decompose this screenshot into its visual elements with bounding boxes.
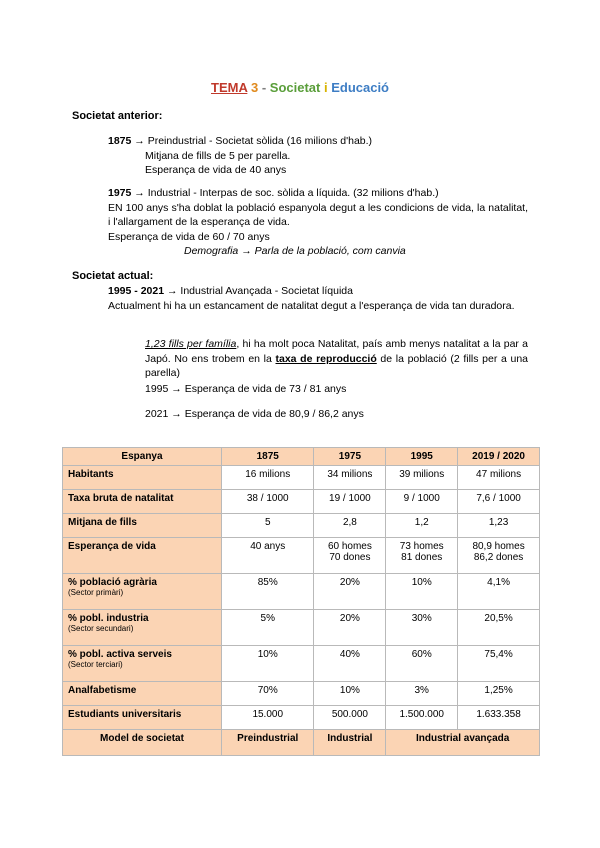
block-1995: [108, 284, 528, 313]
cell: 85%: [222, 574, 314, 610]
label-sub: (Sector terciari): [68, 660, 123, 669]
cell: 40%: [314, 646, 386, 682]
paragraph-1995: Actualment hi ha un estancament de natalitat degut a l'esperança de vida tan duradora.: [108, 299, 515, 312]
esperanca-2021: 2021 → Esperança de vida de 80,9 / 86,2 anys: [145, 408, 364, 420]
cell: 7,6 / 1000: [458, 490, 540, 514]
table-row: [63, 646, 540, 682]
cell-line: 60 homes: [327, 541, 372, 552]
title-educacio: Educació: [331, 80, 389, 95]
cell: 9 / 1000: [386, 490, 458, 514]
row-label: Mitjana de fills: [63, 514, 222, 538]
row-label: [63, 574, 222, 610]
cell: 60%: [386, 646, 458, 682]
header-2019-2020: 2019 / 2020: [458, 448, 540, 466]
fills-per-familia: 1,23 fills per família: [145, 338, 237, 350]
text-1875: → Preindustrial - Societat sòlida (16 milions d'hab.): [131, 135, 373, 147]
row-label: Habitants: [63, 466, 222, 490]
table-footer-row: [63, 730, 540, 756]
esperanca-1875: Esperança de vida de 40 anys: [145, 164, 287, 176]
cell: 5: [222, 514, 314, 538]
block-1875: [108, 134, 528, 178]
table-row: [63, 682, 540, 706]
section-anterior: Societat anterior:: [72, 110, 163, 122]
section-actual: Societat actual:: [72, 270, 154, 282]
row-label: [63, 610, 222, 646]
table-row: [63, 538, 540, 574]
cell: 10%: [314, 682, 386, 706]
row-label: Analfabetisme: [63, 682, 222, 706]
cell: 3%: [386, 682, 458, 706]
cell: 34 milions: [314, 466, 386, 490]
header-1995: 1995: [386, 448, 458, 466]
cell: 16 milions: [222, 466, 314, 490]
table-row: [63, 514, 540, 538]
label-sub: (Sector secundari): [68, 624, 134, 633]
taxa-reproduccio: taxa de reproducció: [275, 352, 377, 365]
cell: 15.000: [222, 706, 314, 730]
cell: 70%: [222, 682, 314, 706]
cell-line: 80,9 homes: [472, 541, 525, 552]
data-table: [62, 447, 540, 756]
esperanca-1975: Esperança de vida de 60 / 70 anys: [108, 230, 270, 243]
cell: [314, 538, 386, 574]
text-1975: → Industrial - Interpas de soc. sòlida a líquida. (32 milions d'hab.): [131, 187, 439, 199]
footer-industrial: Industrial: [314, 730, 386, 756]
cell: 10%: [222, 646, 314, 682]
years-1995-2021: 1995 - 2021: [108, 285, 165, 297]
detail-text-1: , hi ha molt poca Natalitat, país amb menys natalitat a la par a Japó. No ens trobem en la: [145, 338, 528, 365]
table-row: [63, 610, 540, 646]
title-societat: Societat: [269, 80, 321, 95]
table-row: [63, 466, 540, 490]
cell: [386, 538, 458, 574]
year-1875: 1875: [108, 135, 132, 147]
table-row: [63, 490, 540, 514]
cell: 1,2: [386, 514, 458, 538]
title-i: i: [320, 80, 332, 95]
table-row: [63, 574, 540, 610]
detail-natalitat: [145, 337, 528, 381]
table-header-row: [63, 448, 540, 466]
cell: 5%: [222, 610, 314, 646]
cell: 20%: [314, 610, 386, 646]
cell: 75,4%: [458, 646, 540, 682]
label-text: % pobl. activa serveis: [68, 649, 172, 660]
cell: 4,1%: [458, 574, 540, 610]
label-text: % població agrària: [68, 577, 157, 588]
year-1975: 1975: [108, 187, 132, 199]
detail-text-2: de la població (2 fills per a una parella): [145, 352, 529, 379]
demografia-note: Demografia → Parla de la població, com canvia: [184, 245, 406, 257]
label-sub: (Sector primàri): [68, 588, 124, 597]
esperanca-1995: 1995 → Esperança de vida de 73 / 81 anys: [145, 383, 347, 395]
footer-preindustrial: Preindustrial: [222, 730, 314, 756]
cell-line: 73 homes: [399, 541, 444, 552]
title-tema: TEMA: [211, 80, 248, 95]
row-label: Esperança de vida: [63, 538, 222, 574]
row-label: Estudiants universitaris: [63, 706, 222, 730]
cell: 10%: [386, 574, 458, 610]
line-1875: [108, 134, 528, 149]
row-label: [63, 646, 222, 682]
table-row: [63, 706, 540, 730]
cell-line: 40 anys: [250, 541, 286, 552]
cell: 30%: [386, 610, 458, 646]
cell: 1.633.358: [458, 706, 540, 730]
cell: 1,23: [458, 514, 540, 538]
line-1995: [108, 284, 528, 299]
cell: 1,25%: [458, 682, 540, 706]
cell: 20%: [314, 574, 386, 610]
text-1995: → Industrial Avançada - Societat líquida: [164, 285, 353, 297]
cell: 1.500.000: [386, 706, 458, 730]
paragraph-1975: EN 100 anys s'ha doblat la població espanyola degut a les condicions de vida, la natalitat, i l'allargament de la esperança de vida.: [108, 201, 528, 228]
page-title: [0, 80, 600, 95]
cell: [222, 538, 314, 574]
cell-line: 70 dones: [329, 552, 371, 563]
header-1875: 1875: [222, 448, 314, 466]
label-text: % pobl. industria: [68, 613, 149, 624]
cell: 38 / 1000: [222, 490, 314, 514]
block-1975: [108, 186, 528, 259]
header-espanya: Espanya: [63, 448, 222, 466]
title-number: 3: [250, 80, 259, 95]
row-label: Taxa bruta de natalitat: [63, 490, 222, 514]
fills-1875: Mitjana de fills de 5 per parella.: [145, 149, 291, 162]
cell: [458, 538, 540, 574]
cell: 39 milions: [386, 466, 458, 490]
cell: 47 milions: [458, 466, 540, 490]
header-1975: 1975: [314, 448, 386, 466]
cell: 2,8: [314, 514, 386, 538]
footer-label: Model de societat: [63, 730, 222, 756]
cell-line: 86,2 dones: [473, 552, 524, 563]
footer-industrial-avancada: Industrial avançada: [386, 730, 540, 756]
cell-line: 81 dones: [401, 552, 443, 563]
cell: 500.000: [314, 706, 386, 730]
cell: 20,5%: [458, 610, 540, 646]
line-1975: [108, 186, 528, 201]
cell: 19 / 1000: [314, 490, 386, 514]
title-dash: -: [258, 80, 270, 95]
